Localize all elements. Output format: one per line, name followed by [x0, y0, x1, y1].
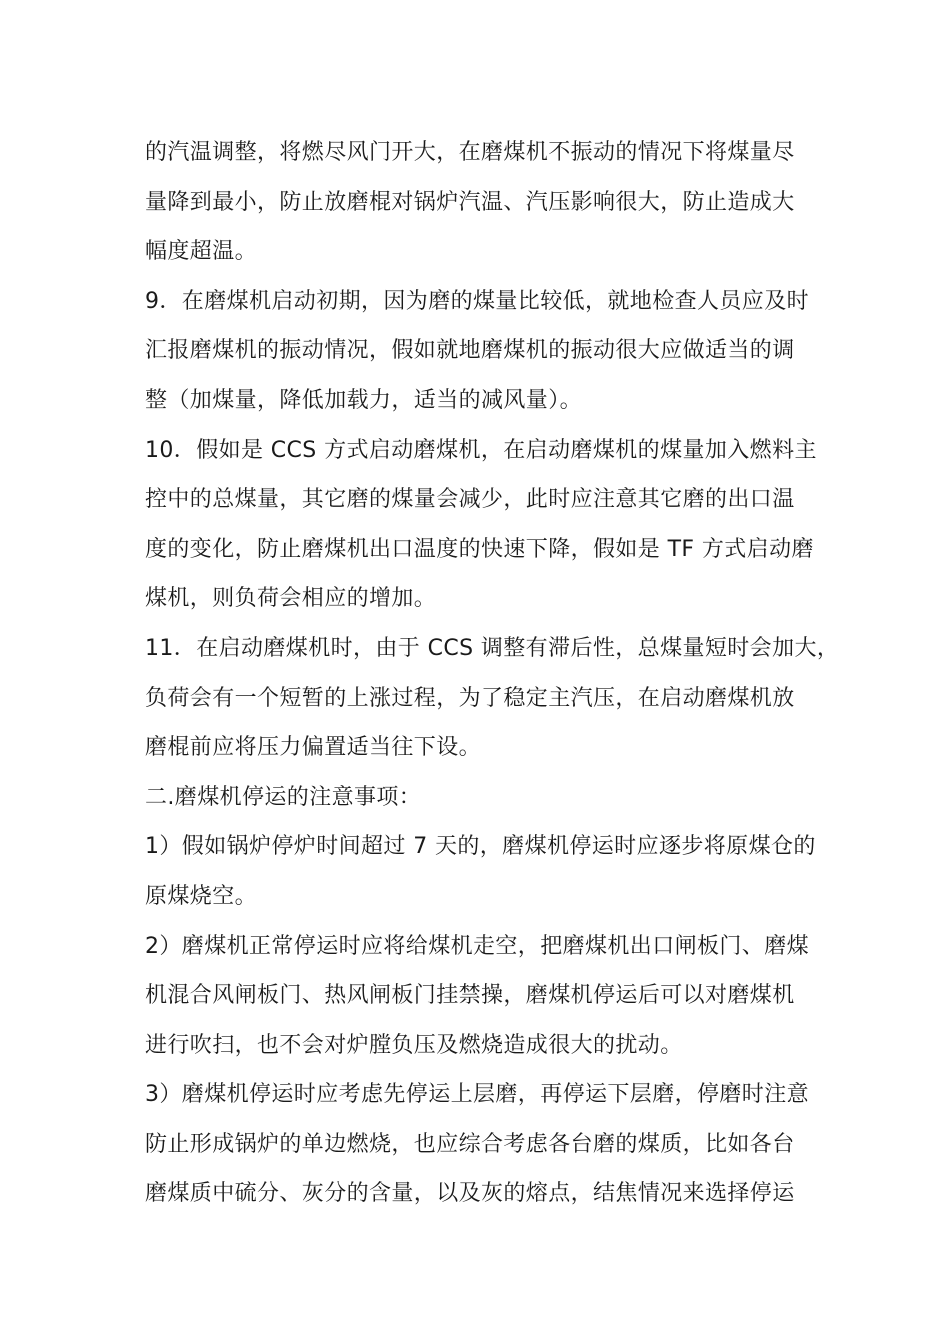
- text-line: 煤机，则负荷会相应的增加。: [145, 586, 437, 612]
- text-line: 控中的总煤量，其它磨的煤量会减少，此时应注意其它磨的出口温: [145, 487, 795, 513]
- text-line: 汇报磨煤机的振动情况，假如就地磨煤机的振动很大应做适当的调: [145, 338, 795, 364]
- text-line: 负荷会有一个短暂的上涨过程，为了稳定主汽压，在启动磨煤机放: [145, 685, 795, 711]
- text-line: 原煤烧空。: [145, 883, 258, 909]
- text-line: 进行吹扫，也不会对炉膛负压及燃烧造成很大的扰动。: [145, 1032, 683, 1058]
- text-line: 机混合风闸板门、热风闸板门挂禁操，磨煤机停运后可以对磨煤机: [145, 983, 795, 1009]
- text-line: 幅度超温。: [145, 239, 258, 265]
- document-body: [145, 128, 840, 1219]
- text-line: 的汽温调整，将燃尽风门开大，在磨煤机不振动的情况下将煤量尽: [145, 140, 795, 165]
- text-line: 磨煤质中硫分、灰分的含量，以及灰的熔点，结焦情况来选择停运: [145, 1181, 795, 1207]
- text-line: 2）磨煤机正常停运时应将给煤机走空，把磨煤机出口闸板门、磨煤: [145, 933, 809, 959]
- text-line: 3）磨煤机停运时应考虑先停运上层磨，再停运下层磨，停磨时注意: [145, 1082, 809, 1108]
- text-line: 11．在启动磨煤机时，由于 CCS 调整有滞后性，总煤量短时会加大，: [145, 635, 840, 661]
- text-line: 10．假如是 CCS 方式启动磨煤机，在启动磨煤机的煤量加入燃料主: [145, 437, 817, 463]
- text-line: 1）假如锅炉停炉时间超过 7 天的，磨煤机停运时应逐步将原煤仓的: [145, 834, 816, 860]
- text-line: 整（加煤量，降低加载力，适当的减风量）。: [145, 387, 583, 413]
- text-line: 9．在磨煤机启动初期，因为磨的煤量比较低，就地检查人员应及时: [145, 288, 809, 314]
- section-heading: 二.磨煤机停运的注意事项：: [145, 784, 422, 810]
- text-line: 磨棍前应将压力偏置适当往下设。: [145, 735, 482, 761]
- text-line: 度的变化，防止磨煤机出口温度的快速下降，假如是 TF 方式启动磨: [145, 536, 814, 562]
- text-line: 量降到最小，防止放磨棍对锅炉汽温、汽压影响很大，防止造成大: [145, 189, 795, 215]
- text-line: 防止形成锅炉的单边燃烧，也应综合考虑各台磨的煤质，比如各台: [145, 1131, 795, 1157]
